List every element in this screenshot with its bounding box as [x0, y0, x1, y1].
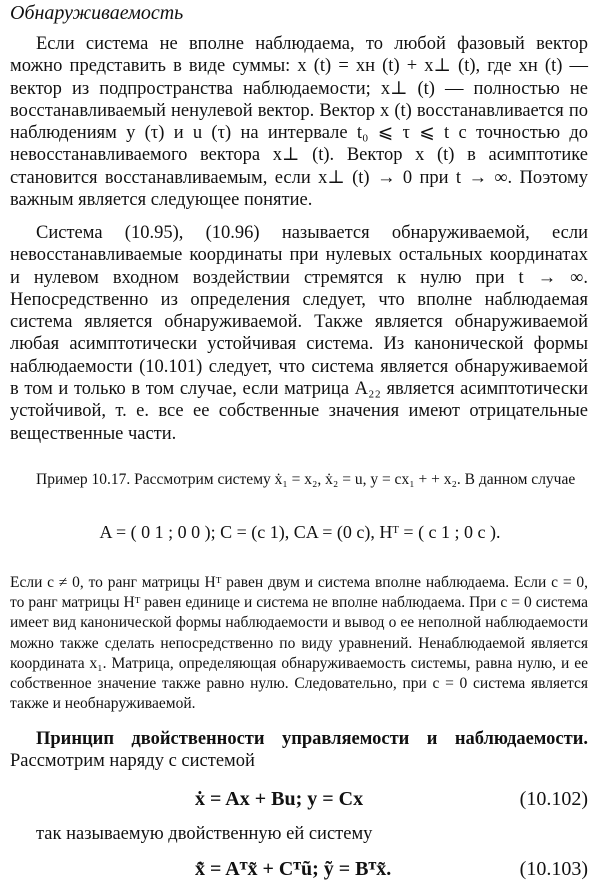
example-formula: A = ( 0 1 ; 0 0 ); C = (c 1), CA = (0 c), Hᵀ = ( c 1 ; 0 c ). [99, 522, 501, 542]
paragraph-1: Если система не вполне наблюдаема, то любой фазовый вектор можно представить в виде суммы: x (t) = xн (t) + x⊥ (t), где xн (t) — вектор из подпространства наблюдаемости; x⊥ (t) — полностью не восстанавливаемый ненулевой вектор. Вектор x (t) восстанавливается по наблюдениям y (τ) и u (τ) на интервале t₀ ⩽ τ ⩽ t с точностью до невосстанавливаемого вектора x⊥ (t). Вектор x (t) в асимптотике становится восстанавливаемым, если x⊥ (t) → 0 при t → ∞. Поэтому важным является следующее понятие. [10, 34, 588, 211]
duality-mid: так называемую двойственную ей систему [36, 824, 373, 844]
equation-10-103-number: (10.103) [519, 858, 588, 880]
paragraph-2: Система (10.95), (10.96) называется обнаруживаемой, если невосстанавливаемые координаты при нулевых остальных координатах и нулевом входном воздействии стремятся к нулю при t → ∞. Непосредственно из определения следует, что вполне наблюдаемая система является обнаруживаемой. Также является обнаруживаемой любая асимптотически устойчивая система. Из канонической формы наблюдаемости (10.101) следует, что система является обнаруживаемой в том и только в том случае, если матрица A₂₂ является асимптотически устойчивой, т. е. все ее собственные значения имеют отрицательные вещественные части. [10, 223, 588, 444]
equation-10-102-body: ẋ = Ax + Bu; y = Cx [195, 788, 364, 810]
example-explanation: Если c ≠ 0, то ранг матрицы Hᵀ равен двум и система вполне наблюдаема. Если c = 0, то ранг матрицы Hᵀ равен единице и система не вполне наблюдаема. При c = 0 система имеет вид канонической формы наблюдаемости и вывод о ее неполной наблюдаемости можно также сделать непосредственно по виду уравнений. Ненаблюдаемой является координата x₁. Матрица, определяющая обнаруживаемость системы, равна нулю, и ее собственное значение также равно нулю. Следовательно, при c = 0 система является также и необнаруживаемой. [10, 574, 588, 713]
duality-intro: Рассмотрим наряду с системой [10, 751, 255, 772]
section-title: Обнаруживаемость [10, 2, 184, 24]
equation-10-103-body: x̃̇ = Aᵀx̃ + Cᵀũ; ỹ = Bᵀx̃. [195, 858, 392, 880]
duality-title: Принцип двойственности управляемости и наблюдаемости. [36, 729, 588, 749]
equation-10-102-number: (10.102) [519, 788, 588, 810]
example-text: Пример 10.17. Рассмотрим систему ẋ₁ = x₂, ẋ₂ = u, y = cx₁ + + x₂. В данном случае [36, 471, 576, 488]
duality-paragraph [10, 728, 588, 773]
